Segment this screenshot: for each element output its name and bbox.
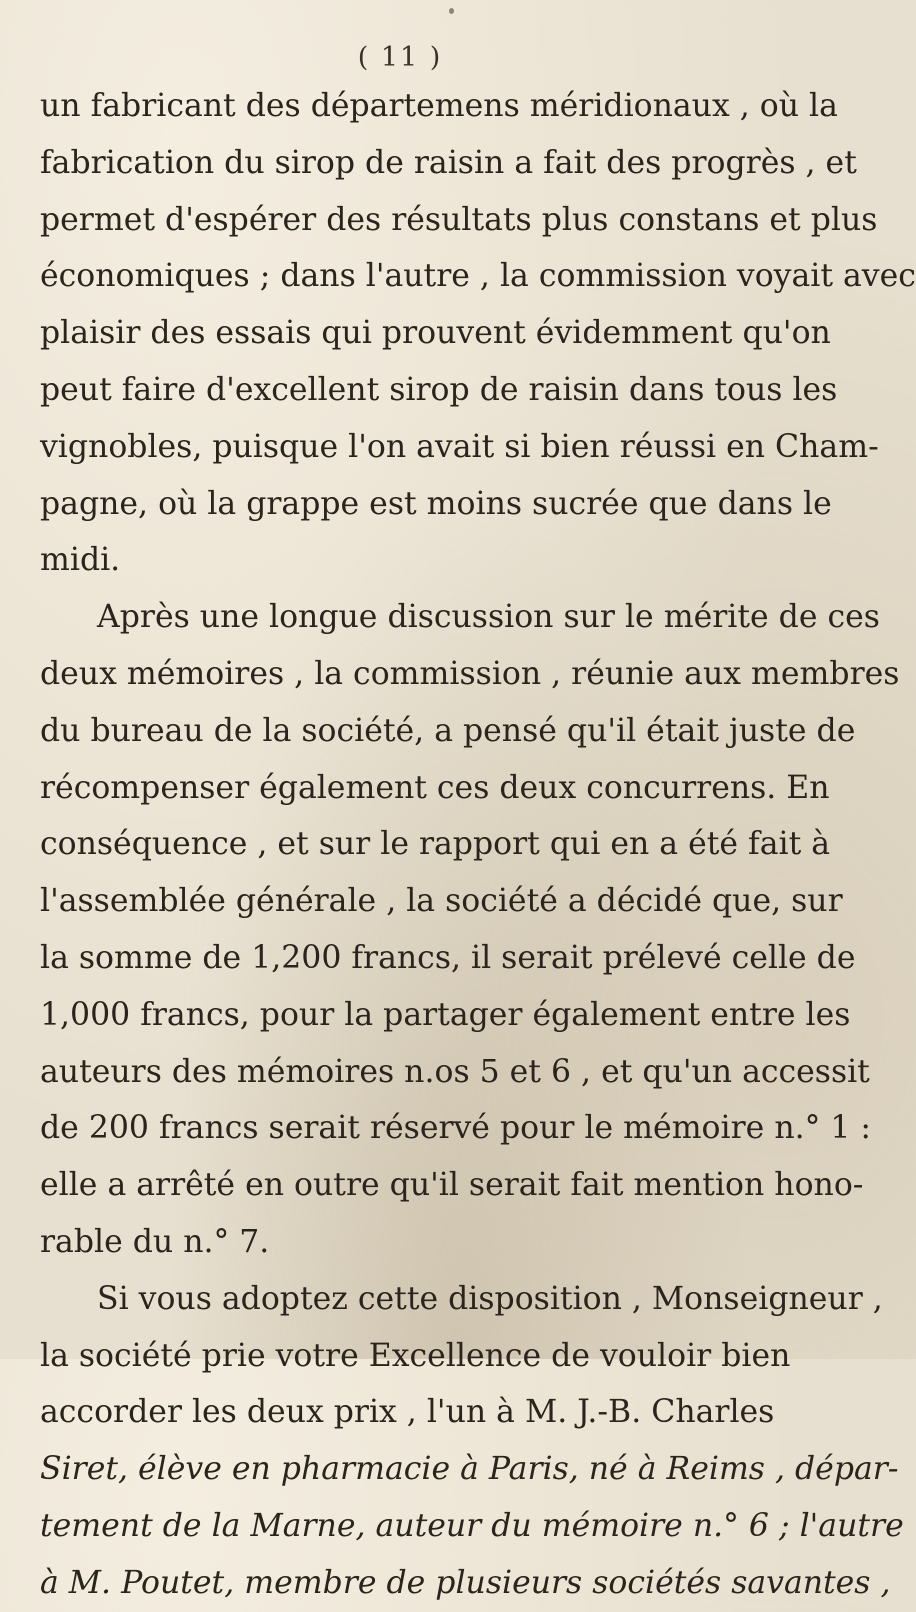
text-line: à M. Poutet, membre de plusieurs sociétés savantes , xyxy=(40,1564,891,1601)
text-line: la somme de 1,200 francs, il serait prélevé celle de xyxy=(40,939,856,976)
text-line: récompenser également ces deux concurrens. En xyxy=(40,769,830,806)
text-line: 1,000 francs, pour la partager également entre les xyxy=(40,996,851,1033)
text-line: la société prie votre Excellence de vouloir bien xyxy=(40,1337,791,1374)
text-line: du bureau de la société, a pensé qu'il était juste de xyxy=(40,712,856,749)
text-line: fabrication du sirop de raisin a fait des progrès , et xyxy=(40,144,857,181)
text-line: pagne, où la grappe est moins sucrée que dans le xyxy=(40,485,832,522)
text-line: économiques ; dans l'autre , la commission voyait avec xyxy=(40,258,916,295)
text-line: Après une longue discussion sur le mérite de ces xyxy=(97,599,880,636)
text-line: peut faire d'excellent sirop de raisin dans tous les xyxy=(40,371,838,408)
text-line: rable du n.° 7. xyxy=(40,1223,270,1260)
text-line: deux mémoires , la commission , réunie aux membres xyxy=(40,655,900,692)
text-line: Siret, élève en pharmacie à Paris, né à Reims , dépar- xyxy=(40,1451,899,1488)
ink-spot xyxy=(449,8,454,14)
text-line: de 200 francs serait réservé pour le mémoire n.° 1 : xyxy=(40,1110,872,1147)
text-line: accorder les deux prix , l'un à M. J.-B. Charles xyxy=(40,1394,775,1431)
text-line: conséquence , et sur le rapport qui en a été fait à xyxy=(40,826,831,863)
text-line: tement de la Marne, auteur du mémoire n.° 6 ; l'autre xyxy=(40,1507,904,1544)
text-line: midi. xyxy=(40,542,121,579)
text-line: auteurs des mémoires n.os 5 et 6 , et qu'un accessit xyxy=(40,1053,870,1090)
text-line: plaisir des essais qui prouvent évidemment qu'on xyxy=(40,315,831,352)
text-line: elle a arrêté en outre qu'il serait fait mention hono- xyxy=(40,1167,864,1204)
text-line: un fabricant des départemens méridionaux , où la xyxy=(40,88,838,124)
body-text xyxy=(40,78,916,1612)
text-line: l'assemblée générale , la société a décidé que, sur xyxy=(40,883,843,920)
text-line: Si vous adoptez cette disposition , Monseigneur , xyxy=(97,1280,883,1317)
text-line: vignobles, puisque l'on avait si bien réussi en Cham- xyxy=(40,428,879,465)
page-number: ( 11 ) xyxy=(357,42,443,73)
text-line: permet d'espérer des résultats plus constans et plus xyxy=(40,201,878,238)
